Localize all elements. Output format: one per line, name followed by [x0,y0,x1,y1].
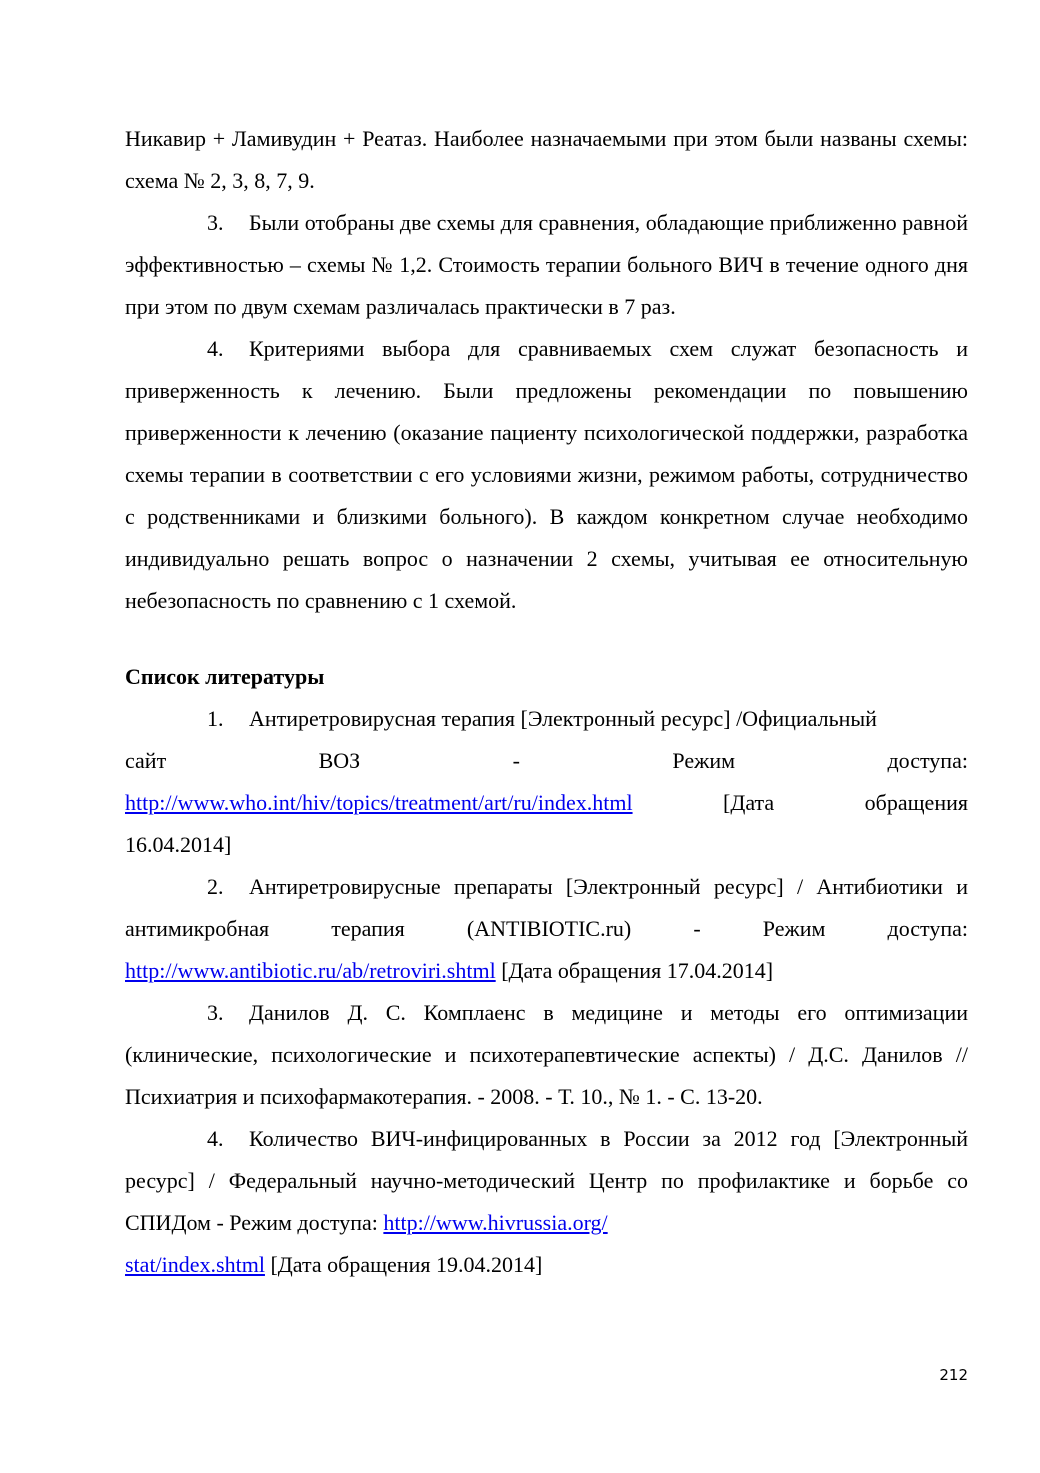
reference-text: Количество ВИЧ-инфицированных в России за 2012 год [Электронный ресурс] / Федеральный научно-методический Центр по профилактике и борьбе со СПИДом - Режим доступа: [125,1126,968,1235]
reference-date: [Дата обращения 19.04.2014] [270,1252,543,1277]
spacer [125,622,968,656]
reference-number: 4. [207,1126,224,1151]
list-item-4 [125,328,968,622]
reference-word: [Дата [723,790,775,815]
reference-1-line-2 [125,740,968,782]
reference-1-line-3 [125,782,968,824]
list-number: 4. [207,336,224,361]
reference-3 [125,992,968,1118]
reference-2-link[interactable]: http://www.antibiotic.ru/ab/retroviri.shtml [125,958,496,983]
reference-4-link-continued[interactable]: stat/index.shtml [125,1252,265,1277]
reference-word: - [512,748,520,773]
reference-word: сайт [125,748,167,773]
reference-4 [125,1118,968,1286]
reference-1-line-1 [125,698,968,740]
reference-word: доступа: [887,748,968,773]
reference-2 [125,866,968,992]
list-item-3 [125,202,968,328]
reference-4-link[interactable]: http://www.hivrussia.org/ [383,1210,608,1235]
reference-word: ВОЗ [318,748,361,773]
reference-number: 2. [207,874,224,899]
reference-date: [Дата обращения 17.04.2014] [501,958,774,983]
reference-text: Данилов Д. С. Комплаенс в медицине и методы его оптимизации (клинические, психологические и психотерапевтические аспекты) / Д.С. Данилов // Психиатрия и психофармакотерапия. - 2008. - Т. 10., № 1. - С. 13-20. [125,1000,968,1109]
reference-text: Антиретровирусные препараты [Электронный ресурс] / Антибиотики и антимикробная терапия (ANTIBIOTIC.ru) - Режим доступа: [125,874,968,941]
paragraph-continuation: Никавир + Ламивудин + Реатаз. Наиболее назначаемыми при этом были названы схемы: схема № 2, 3, 8, 7, 9. [125,126,968,193]
reference-word: обращения [864,790,968,815]
document-page [125,118,968,1286]
list-number: 3. [207,210,224,235]
reference-1-line-4: 16.04.2014] [125,832,232,857]
reference-number: 3. [207,1000,224,1025]
page-number: 212 [939,1366,968,1384]
list-item-text: Были отобраны две схемы для сравнения, обладающие приближенно равной эффективностью – схемы № 1,2. Стоимость терапии больного ВИЧ в течение одного дня при этом по двум схемам различалась практически в 7 раз. [125,210,968,319]
list-item-text: Критериями выбора для сравниваемых схем служат безопасность и приверженность к лечению. Были предложены рекомендации по повышению приверженности к лечению (оказание пациенту психологической поддержки, разработка схемы терапии в соответствии с его условиями жизни, режимом работы, сотрудничество с родственниками и близкими больного). В каждом конкретном случае необходимо индивидуально решать вопрос о назначении 2 схемы, учитывая ее относительную небезопасность по сравнению с 1 схемой. [125,336,968,613]
references-heading: Список литературы [125,664,325,689]
reference-text: Антиретровирусная терапия [Электронный ресурс] /Официальный [249,706,877,731]
reference-1-link[interactable]: http://www.who.int/hiv/topics/treatment/art/ru/index.html [125,790,633,815]
reference-word: Режим [672,748,736,773]
reference-number: 1. [207,706,224,731]
